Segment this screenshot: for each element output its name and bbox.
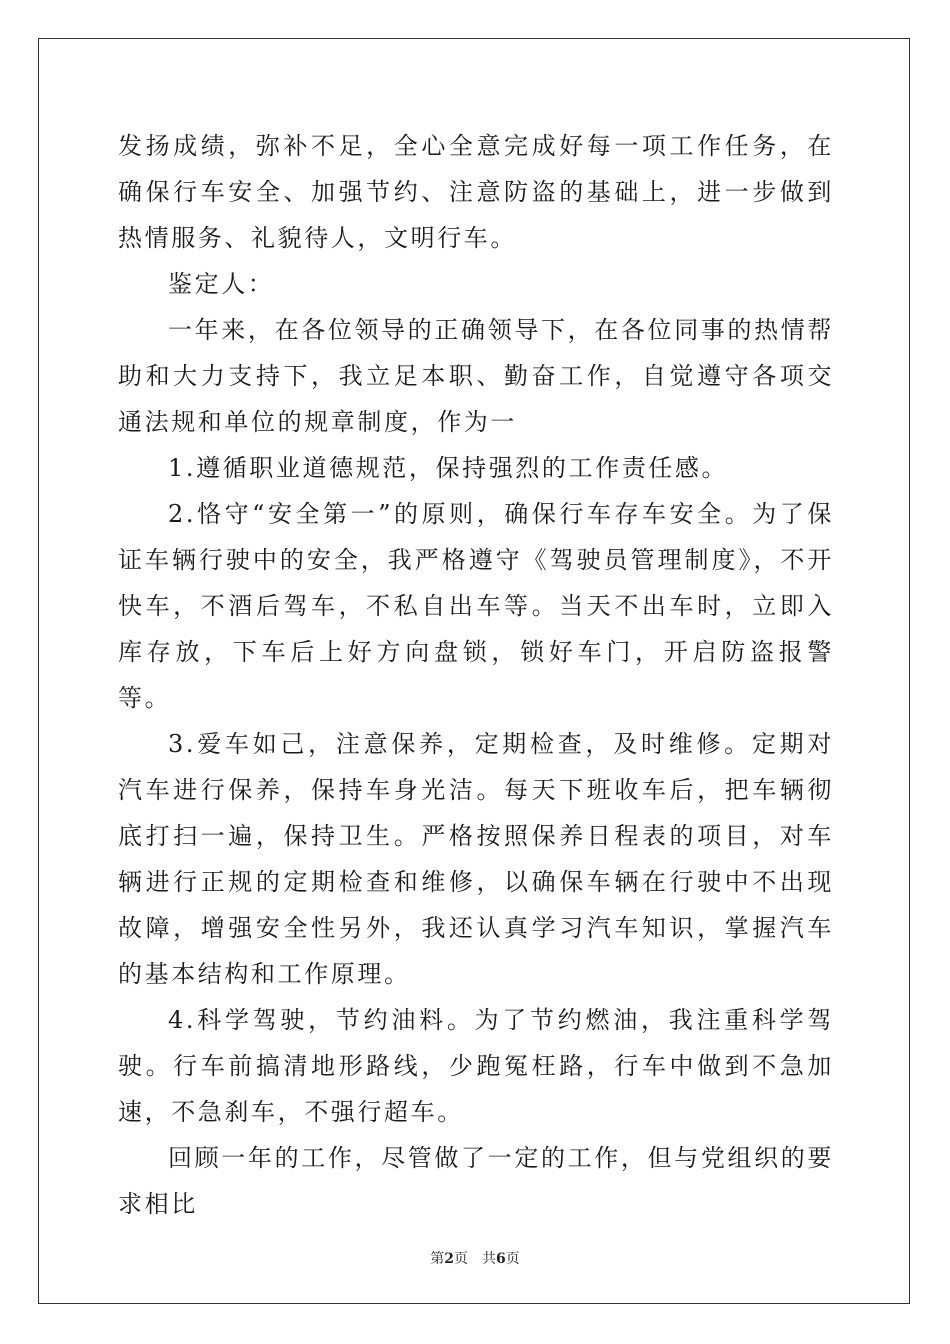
page-footer — [0, 1248, 950, 1268]
paragraph-3: 一年来，在各位领导的正确领导下，在各位同事的热情帮助和大力支持下，我立足本职、勤奋工作，自觉遵守各项交通法规和单位的规章制度，作为一 — [118, 316, 834, 436]
paragraph-2: 鉴定人： — [168, 270, 275, 298]
page-suffix: 页 — [454, 1251, 468, 1267]
paragraph-4: 1.遵循职业道德规范，保持强烈的工作责任感。 — [168, 454, 729, 482]
paragraph-1: 发扬成绩，弥补不足，全心全意完成好每一项工作任务，在确保行车安全、加强节约、注意防盗的基础上，进一步做到热情服务、礼貌待人，文明行车。 — [118, 132, 834, 252]
page-current: 2 — [444, 1251, 454, 1267]
document-body — [118, 123, 834, 1227]
page-total: 6 — [496, 1251, 506, 1267]
paragraph-6: 3.爱车如己，注意保养，定期检查，及时维修。定期对汽车进行保养，保持车身光洁。每天下班收车后，把车辆彻底打扫一遍，保持卫生。严格按照保养日程表的项目，对车辆进行正规的定期检查和维修，以确保车辆在行驶中不出现故障，增强安全性另外，我还认真学习汽车知识，掌握汽车的基本结构和工作原理。 — [118, 730, 834, 988]
total-suffix: 页 — [505, 1251, 520, 1267]
paragraph-5: 2.恪守“安全第一”的原则，确保行车存车安全。为了保证车辆行驶中的安全，我严格遵守《驾驶员管理制度》，不开快车，不酒后驾车，不私自出车等。当天不出车时，立即入库存放，下车后上好方向盘锁，锁好车门，开启防盗报警等。 — [118, 500, 834, 712]
paragraph-8: 回顾一年的工作，尽管做了一定的工作，但与党组织的要求相比 — [118, 1144, 834, 1218]
paragraph-7: 4.科学驾驶，节约油料。为了节约燃油，我注重科学驾驶。行车前搞清地形路线，少跑冤枉路，行车中做到不急加速，不急刹车，不强行超车。 — [118, 1006, 834, 1126]
total-prefix: 共 — [482, 1251, 496, 1267]
page-prefix: 第 — [430, 1251, 445, 1267]
